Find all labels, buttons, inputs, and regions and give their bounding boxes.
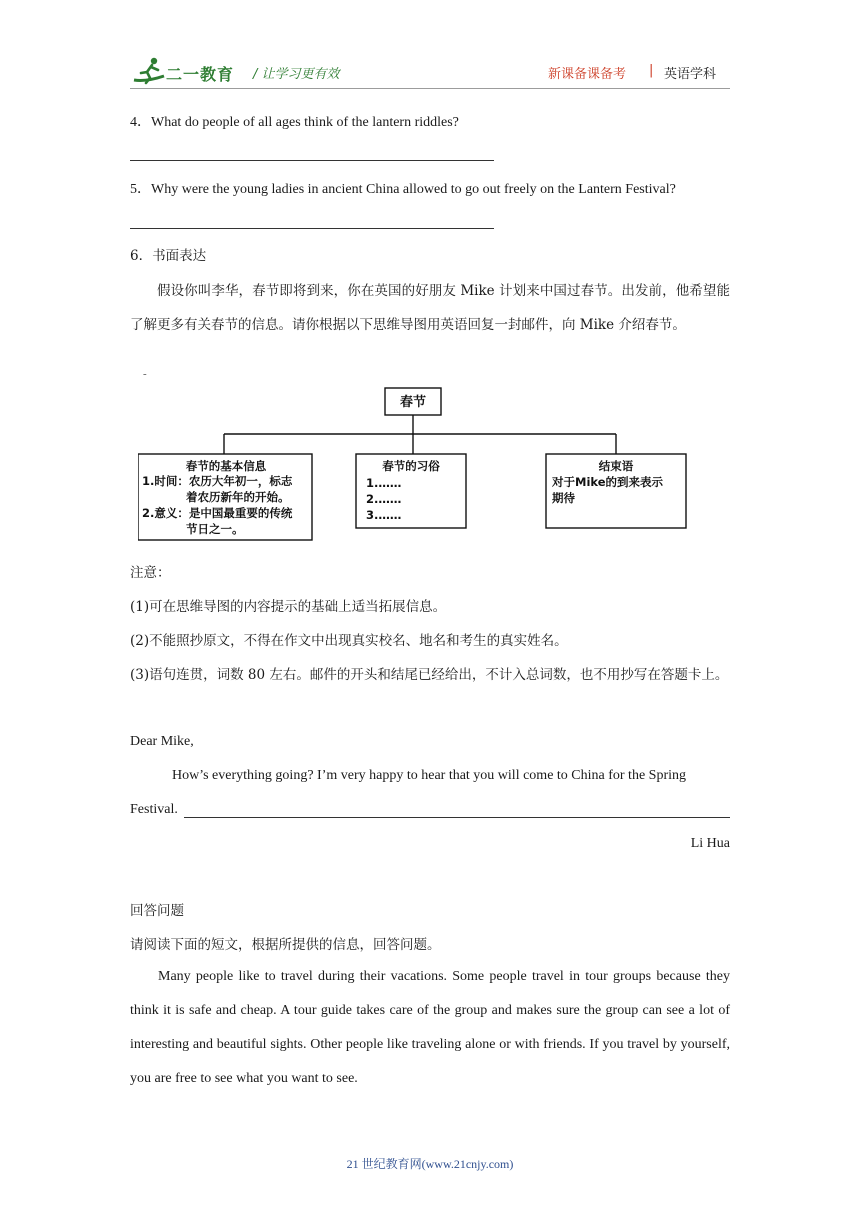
mindmap-right-title: 结束语: [598, 459, 634, 473]
mind-map: [138, 384, 694, 544]
note-1: (1)可在思维导图的内容提示的基础上适当拓展信息。: [130, 599, 447, 615]
stray-mark: -: [143, 368, 147, 380]
question-4: 4．What do people of all ages think of the lantern riddles?: [130, 115, 459, 130]
letter-greeting: Dear Mike,: [130, 734, 194, 749]
note-2: (2)不能照抄原文，不得在作文中出现真实校名、地名和考生的真实姓名。: [130, 633, 568, 649]
header-tagline: 新课备课备考: [548, 67, 627, 82]
mindmap-left-line-3: 2.意义：是中国最重要的传统: [142, 506, 293, 520]
question-6-prompt: 假设你叫李华，春节即将到来，你在英国的好朋友 Mike 计划来中国过春节。出发前，他希望能了解更多有关春节的信息。请你根据以下思维导图用英语回复一封邮件，向 Mike 介绍春节。: [130, 283, 730, 333]
section-instruction: 请阅读下面的短文，根据所提供的信息，回答问题。: [130, 937, 441, 953]
mindmap-right-line-2: 期待: [552, 491, 575, 505]
question-5: 5．Why were the young ladies in ancient China allowed to go out freely on the Lantern Festival?: [130, 182, 676, 197]
section-title: 回答问题: [130, 903, 184, 919]
header-divider: |: [649, 63, 654, 78]
header-subject: 英语学科: [664, 67, 717, 82]
letter-signature: Li Hua: [690, 836, 730, 851]
footer-text: 21 世纪教育网(www.21cnjy.com): [346, 1157, 514, 1171]
mindmap-mid-line-3: 3.……: [366, 508, 402, 522]
letter-body-line-1: How’s everything going? I’m very happy to hear that you will come to China for the Spring: [172, 768, 687, 783]
mindmap-left-title: 春节的基本信息: [185, 459, 267, 473]
mindmap-right-line-1: 对于Mike的到来表示: [552, 475, 664, 489]
header-rule: [130, 88, 730, 89]
header-slogan: / 让学习更有效: [253, 67, 340, 82]
reading-passage: Many people like to travel during their vacations. Some people travel in tour groups because they think it is safe and cheap. A tour guide takes care of the group and makes sure the group can see a lot of interesting and beautiful sights. Other people like traveling alone or with friends. If you travel by yourself, you are free to see what you want to see.: [130, 969, 730, 1086]
logo-text: 二一教育: [166, 65, 235, 84]
letter-answer-line[interactable]: [184, 817, 730, 818]
mindmap-left-line-2: 着农历新年的开始。: [186, 490, 290, 504]
note-3: (3)语句连贯，词数 80 左右。邮件的开头和结尾已经给出，不计入总词数，也不用抄写在答题卡上。: [130, 667, 729, 683]
mindmap-root: 春节: [399, 395, 427, 410]
mindmap-left-line-1: 1.时间：农历大年初一，标志: [142, 474, 293, 488]
logo-runner-icon: [132, 56, 166, 86]
mindmap-left-line-4: 节日之一。: [186, 522, 244, 536]
answer-line-5[interactable]: [130, 228, 494, 229]
mindmap-mid-title: 春节的习俗: [382, 459, 440, 473]
answer-line-4[interactable]: [130, 160, 494, 161]
question-6-title: 6．书面表达: [130, 248, 207, 264]
letter-body-line-2: Festival.: [130, 802, 178, 817]
notes-title: 注意：: [130, 565, 171, 581]
mindmap-mid-line-1: 1.……: [366, 476, 402, 490]
mindmap-mid-line-2: 2.……: [366, 492, 402, 506]
